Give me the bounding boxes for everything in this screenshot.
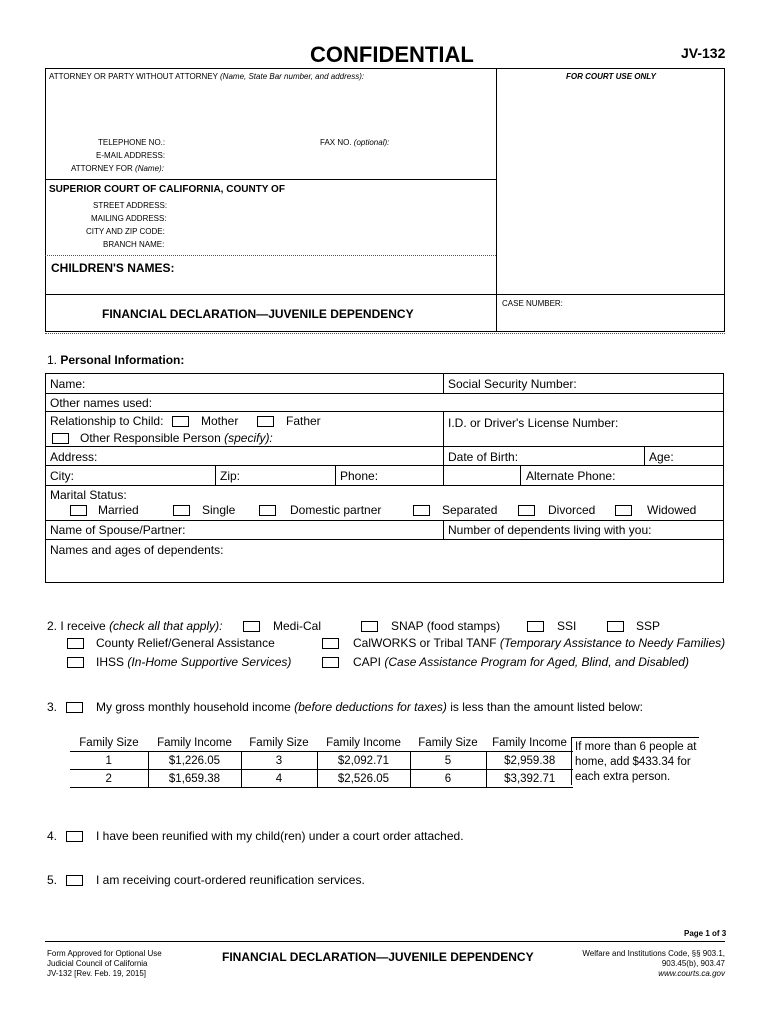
branch-label: BRANCH NAME: [103, 240, 165, 249]
note-line: home, add $433.34 for [575, 756, 691, 768]
form-title: FINANCIAL DECLARATION—JUVENILE DEPENDENCY [102, 307, 414, 321]
footer-left [47, 949, 162, 979]
relationship-label: Relationship to Child: [50, 414, 164, 428]
attorney-label-text: ATTORNEY OR PARTY WITHOUT ATTORNEY [49, 72, 218, 81]
single-checkbox[interactable] [173, 505, 190, 516]
col-header: Family Income [492, 736, 567, 749]
footer-left-line: JV-132 [Rev. Feb. 19, 2015] [47, 969, 147, 978]
id-field[interactable]: I.D. or Driver's License Number: [448, 416, 619, 430]
dob-field[interactable]: Date of Birth: [448, 450, 519, 464]
section2-lead [47, 619, 222, 633]
col-header: Family Income [326, 736, 401, 749]
capi-text: CAPI [353, 655, 382, 669]
table-cell: 2 [105, 772, 112, 785]
table-cell: $1,659.38 [148, 770, 241, 788]
father-label: Father [286, 414, 321, 428]
county-label: County Relief/General Assistance [96, 636, 275, 650]
court-label: SUPERIOR COURT OF CALIFORNIA, COUNTY OF [49, 184, 285, 195]
fax-label [320, 138, 389, 147]
ssp-checkbox[interactable] [607, 621, 624, 632]
section2-lead-note: (check all that apply): [109, 619, 223, 633]
domestic-checkbox[interactable] [259, 505, 276, 516]
mother-label: Mother [201, 414, 239, 428]
attorney-for-note: (Name): [135, 164, 164, 173]
table-cell: 5 [410, 752, 486, 770]
table-cell: 1 [105, 754, 112, 767]
ihss-label [96, 655, 291, 669]
other-names-field[interactable]: Other names used: [50, 396, 153, 410]
table-cell: $3,392.71 [486, 770, 573, 788]
footer-left-line: Form Approved for Optional Use [47, 949, 162, 958]
income-table-header [70, 734, 573, 752]
section3-checkbox[interactable] [66, 702, 83, 713]
ssi-label: SSI [557, 619, 577, 633]
section5-text: I am receiving court-ordered reunification services. [96, 873, 365, 887]
section1-title: Personal Information: [60, 353, 185, 367]
court-use-label: FOR COURT USE ONLY [566, 72, 656, 81]
footer-right-line: Welfare and Institutions Code, §§ 903.1, [582, 949, 725, 958]
table-cell: 4 [241, 770, 317, 788]
ihss-checkbox[interactable] [67, 657, 84, 668]
calworks-text: CalWORKS or Tribal TANF [353, 636, 497, 650]
ihss-text: IHSS [96, 655, 125, 669]
section4-checkbox[interactable] [66, 831, 83, 842]
email-label: E-MAIL ADDRESS: [96, 151, 166, 160]
calworks-note: (Temporary Assistance to Needy Families) [499, 636, 726, 650]
county-checkbox[interactable] [67, 638, 84, 649]
ssp-label: SSP [636, 619, 661, 633]
fax-label-text: FAX NO. [320, 138, 352, 147]
footer-right-line: 903.45(b), 903.47 [661, 959, 725, 968]
city-zip-label: CITY AND ZIP CODE: [86, 227, 165, 236]
section3-text-note: (before deductions for taxes) [294, 700, 447, 714]
medical-checkbox[interactable] [243, 621, 260, 632]
other-person-text: Other Responsible Person [80, 431, 221, 445]
zip-field[interactable]: Zip: [220, 469, 241, 483]
other-person-specify: (specify): [224, 431, 273, 445]
footer-right [582, 949, 725, 979]
married-checkbox[interactable] [70, 505, 87, 516]
income-table [70, 734, 573, 788]
footer-title: FINANCIAL DECLARATION—JUVENILE DEPENDENCY [222, 950, 534, 964]
col-header: Family Size [249, 736, 309, 749]
separated-checkbox[interactable] [413, 505, 430, 516]
attorney-label-note: (Name, State Bar number, and address): [220, 72, 365, 81]
col-header: Family Size [418, 736, 478, 749]
spouse-field[interactable]: Name of Spouse/Partner: [50, 523, 186, 537]
telephone-label: TELEPHONE NO.: [98, 138, 166, 147]
alt-phone-field[interactable]: Alternate Phone: [526, 469, 616, 483]
section3-text-a: My gross monthly household income [96, 700, 291, 714]
attorney-for-label [71, 164, 164, 173]
dependents-field[interactable]: Names and ages of dependents: [50, 543, 224, 557]
calworks-label [353, 636, 725, 650]
section3-text [96, 700, 643, 714]
table-cell: $2,526.05 [317, 770, 410, 788]
section5-number: 5. [47, 873, 58, 887]
case-number-label: CASE NUMBER: [502, 299, 563, 308]
single-label: Single [202, 503, 236, 517]
section3-number: 3. [47, 700, 58, 714]
section4-text: I have been reunified with my child(ren) under a court order attached. [96, 829, 464, 843]
divorced-checkbox[interactable] [518, 505, 535, 516]
section1-number: 1. [47, 353, 58, 367]
address-field[interactable]: Address: [50, 450, 98, 464]
capi-label [353, 655, 689, 669]
attorney-label [49, 72, 364, 81]
marital-label: Marital Status: [50, 488, 127, 502]
section2-number: 2. [47, 619, 58, 633]
table-cell: $2,092.71 [317, 752, 410, 770]
table-cell: 3 [241, 752, 317, 770]
age-field[interactable]: Age: [649, 450, 674, 464]
capi-checkbox[interactable] [322, 657, 339, 668]
mailing-label: MAILING ADDRESS: [91, 214, 167, 223]
page-number: Page 1 of 3 [684, 929, 727, 938]
name-field[interactable]: Name: [50, 377, 86, 391]
table-cell: $1,226.05 [148, 752, 241, 770]
domestic-label: Domestic partner [290, 503, 382, 517]
ihss-note: (In-Home Supportive Services) [127, 655, 292, 669]
snap-checkbox[interactable] [361, 621, 378, 632]
street-label: STREET ADDRESS: [93, 201, 168, 210]
divorced-label: Divorced [548, 503, 596, 517]
widowed-label: Widowed [647, 503, 697, 517]
medical-label: Medi-Cal [273, 619, 322, 633]
other-person-label [80, 431, 273, 445]
note-line: If more than 6 people at [575, 741, 697, 753]
section4-number: 4. [47, 829, 58, 843]
children-label: CHILDREN'S NAMES: [51, 261, 175, 275]
section5-checkbox[interactable] [66, 875, 83, 886]
fax-label-note: (optional): [353, 138, 390, 147]
table-cell: 6 [410, 770, 486, 788]
snap-label: SNAP (food stamps) [391, 619, 501, 633]
father-checkbox[interactable] [257, 416, 274, 427]
note-line: each extra person. [575, 771, 671, 783]
separated-label: Separated [442, 503, 498, 517]
col-header: Family Size [79, 736, 139, 749]
table-cell: $2,959.38 [486, 752, 573, 770]
ssn-field[interactable]: Social Security Number: [448, 377, 577, 391]
footer-left-line: Judicial Council of California [47, 959, 148, 968]
section1-heading [47, 353, 184, 367]
ssi-checkbox[interactable] [527, 621, 544, 632]
dependents-count-field[interactable]: Number of dependents living with you: [448, 523, 652, 537]
mother-checkbox[interactable] [172, 416, 189, 427]
married-label: Married [98, 503, 139, 517]
attorney-for-text: ATTORNEY FOR [71, 164, 133, 173]
section3-text-b: is less than the amount listed below: [450, 700, 643, 714]
widowed-checkbox[interactable] [615, 505, 632, 516]
extra-person-note [571, 737, 699, 785]
city-field[interactable]: City: [50, 469, 74, 483]
section2-lead-text: I receive [60, 619, 106, 633]
other-person-checkbox[interactable] [52, 433, 69, 444]
col-header: Family Income [157, 736, 232, 749]
capi-note: (Case Assistance Program for Aged, Blind, and Disabled) [384, 655, 689, 669]
footer-url[interactable]: www.courts.ca.gov [658, 969, 725, 978]
table-row [70, 752, 573, 770]
table-row [70, 770, 573, 788]
phone-field[interactable]: Phone: [340, 469, 379, 483]
calworks-checkbox[interactable] [322, 638, 339, 649]
form-code: JV-132 [681, 45, 726, 61]
confidential-title: CONFIDENTIAL [310, 42, 474, 67]
